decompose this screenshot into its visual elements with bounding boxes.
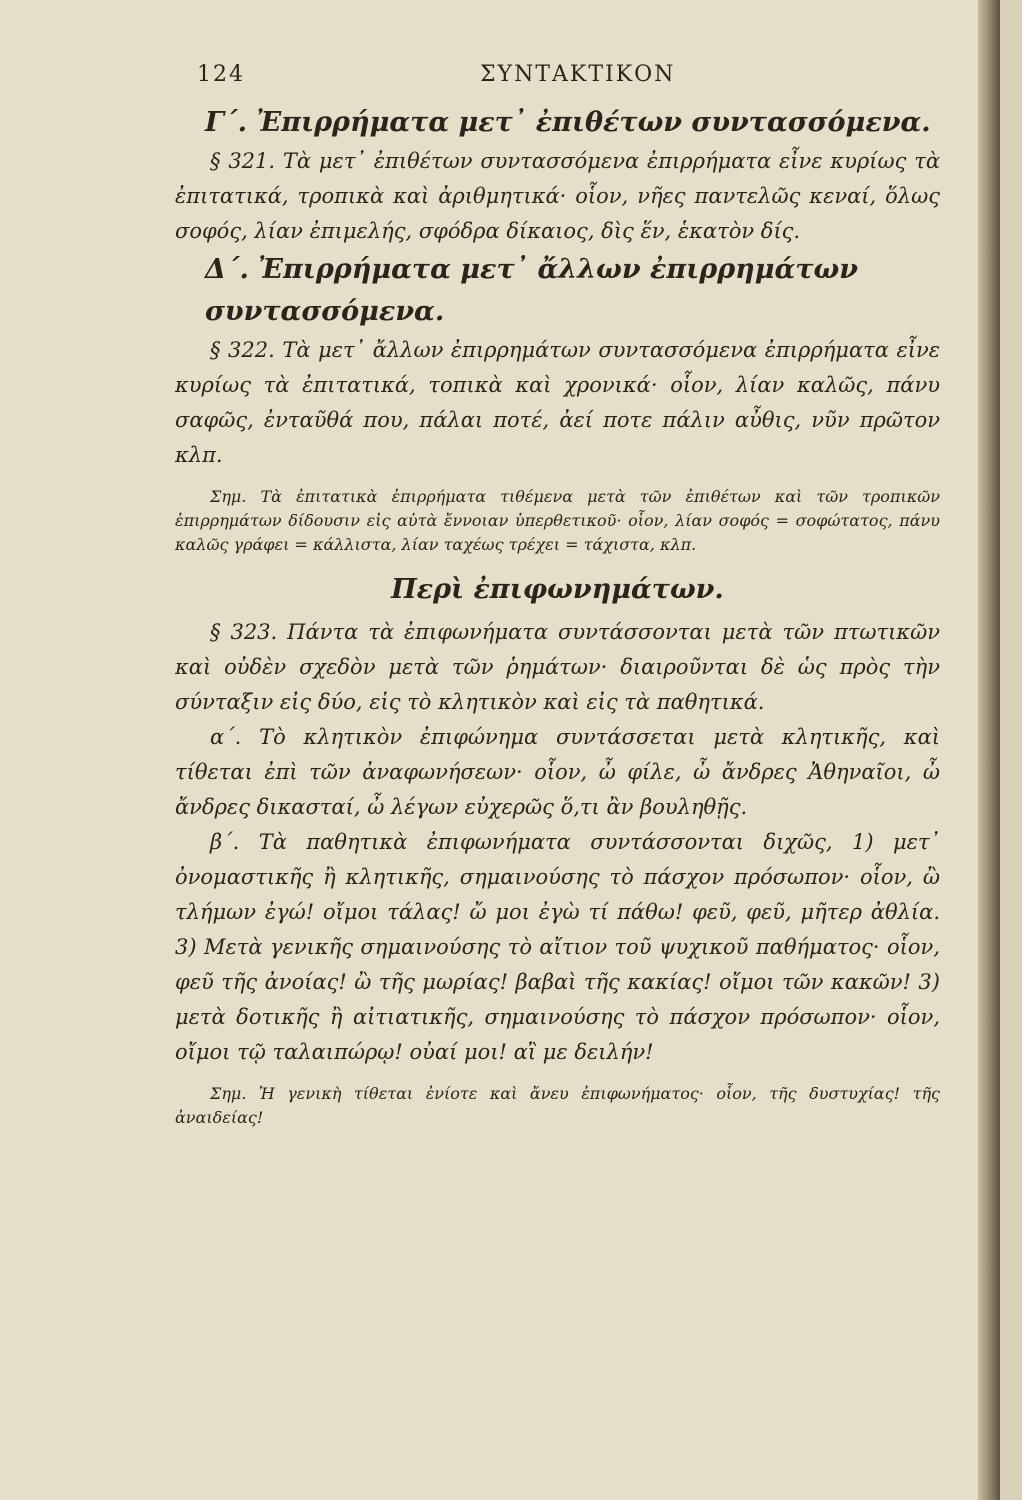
paragraph-321: § 321. Τὰ μετ᾽ ἐπιθέτων συντασσόμενα ἐπιρρήματα εἶνε κυρίως τὰ ἐπιτατικά, τροπικὰ καὶ ἀριθμητικά· οἷον, νῆες παντελῶς κεναί, ὅλως σοφός, λίαν ἐπιμελής, σφόδρα δίκαιος, δὶς ἕν, ἑκατὸν δίς. (175, 149, 940, 243)
paragraph-emotional-interjections: β΄. Τὰ παθητικὰ ἐπιφωνήματα συντάσσονται διχῶς, 1) μετ᾽ ὀνομαστικῆς ἢ κλητικῆς, σημαινούσης τὸ πάσχον πρόσωπον· οἷον, ὢ τλήμων ἐγώ! οἴμοι τάλας! ὤ μοι ἐγὼ τί πάθω! φεῦ, φεῦ, μῆτερ ἀθλία. 3) Μετὰ γενικῆς σημαινούσης τὸ αἴτιον τοῦ ψυχικοῦ παθήματος· οἷον, φεῦ τῆς ἀνοίας! ὢ τῆς μωρίας! βαβαὶ τῆς κακίας! οἴμοι τῶν κακῶν! 3) μετὰ δοτικῆς ἢ αἰτιατικῆς, σημαινούσης τὸ πάσχον πρόσωπον· οἷον, οἴμοι τῷ ταλαιπώρῳ! οὐαί μοι! αἲ με δειλήν! (175, 830, 940, 1064)
heading-delta-adverbs-with-adverbs: Δ΄. Ἐπιρρήματα μετ᾽ ἄλλων ἐπιρρημάτων συντασσόμενα. (205, 254, 858, 327)
page-number: 124 (197, 62, 245, 87)
page-binding-shadow (978, 0, 1000, 1500)
running-head (175, 62, 940, 102)
heading-gamma-adverbs-with-adjectives: Γ΄. Ἐπιρρήματα μετ᾽ ἐπιθέτων συντασσόμενα. (205, 107, 931, 138)
heading-interjections: Περὶ ἐπιφωνημάτων. (391, 574, 724, 605)
running-title: ΣΥΝΤΑΚΤΙΚΟΝ (480, 62, 676, 87)
paragraph-vocative-interjection: α΄. Τὸ κλητικὸν ἐπιφώνημα συντάσσεται μετὰ κλητικῆς, καὶ τίθεται ἐπὶ τῶν ἀναφωνήσεων· οἷον, ὦ φίλε, ὦ ἄνδρες Ἀθηναῖοι, ὦ ἄνδρες δικασταί, ὦ λέγων εὐχερῶς ὅ,τι ἂν βουληθῇς. (175, 725, 940, 819)
paragraph-323: § 323. Πάντα τὰ ἐπιφωνήματα συντάσσονται μετὰ τῶν πτωτικῶν καὶ οὐδὲν σχεδὸν μετὰ τῶν ῥημάτων· διαιροῦνται δὲ ὡς πρὸς τὴν σύνταξιν εἰς δύο, εἰς τὸ κλητικὸν καὶ εἰς τὰ παθητικά. (175, 620, 940, 714)
note-intensive-adverbs: Σημ. Τὰ ἐπιτατικὰ ἐπιρρήματα τιθέμενα μετὰ τῶν ἐπιθέτων καὶ τῶν τροπικῶν ἐπιρρημάτων δίδουσιν εἰς αὐτὰ ἔννοιαν ὑπερθετικοῦ· οἷον, λίαν σοφός = σοφώτατος, πάνυ καλῶς γράφει = κάλλιστα, λίαν ταχέως τρέχει = τάχιστα, κλπ. (175, 487, 940, 554)
note-genitive-without-interjection: Σημ. Ἡ γενικὴ τίθεται ἐνίοτε καὶ ἄνευ ἐπιφωνήματος· οἷον, τῆς δυστυχίας! τῆς ἀναιδείας! (175, 1084, 940, 1127)
paragraph-322: § 322. Τὰ μετ᾽ ἄλλων ἐπιρρημάτων συντασσόμενα ἐπιρρήματα εἶνε κυρίως τὰ ἐπιτατικά, τοπικὰ καὶ χρονικά· οἷον, λίαν καλῶς, πάνυ σαφῶς, ἐνταῦθά που, πάλαι ποτέ, ἀεί ποτε πάλιν αὖθις, νῦν πρῶτον κλπ. (175, 338, 940, 467)
